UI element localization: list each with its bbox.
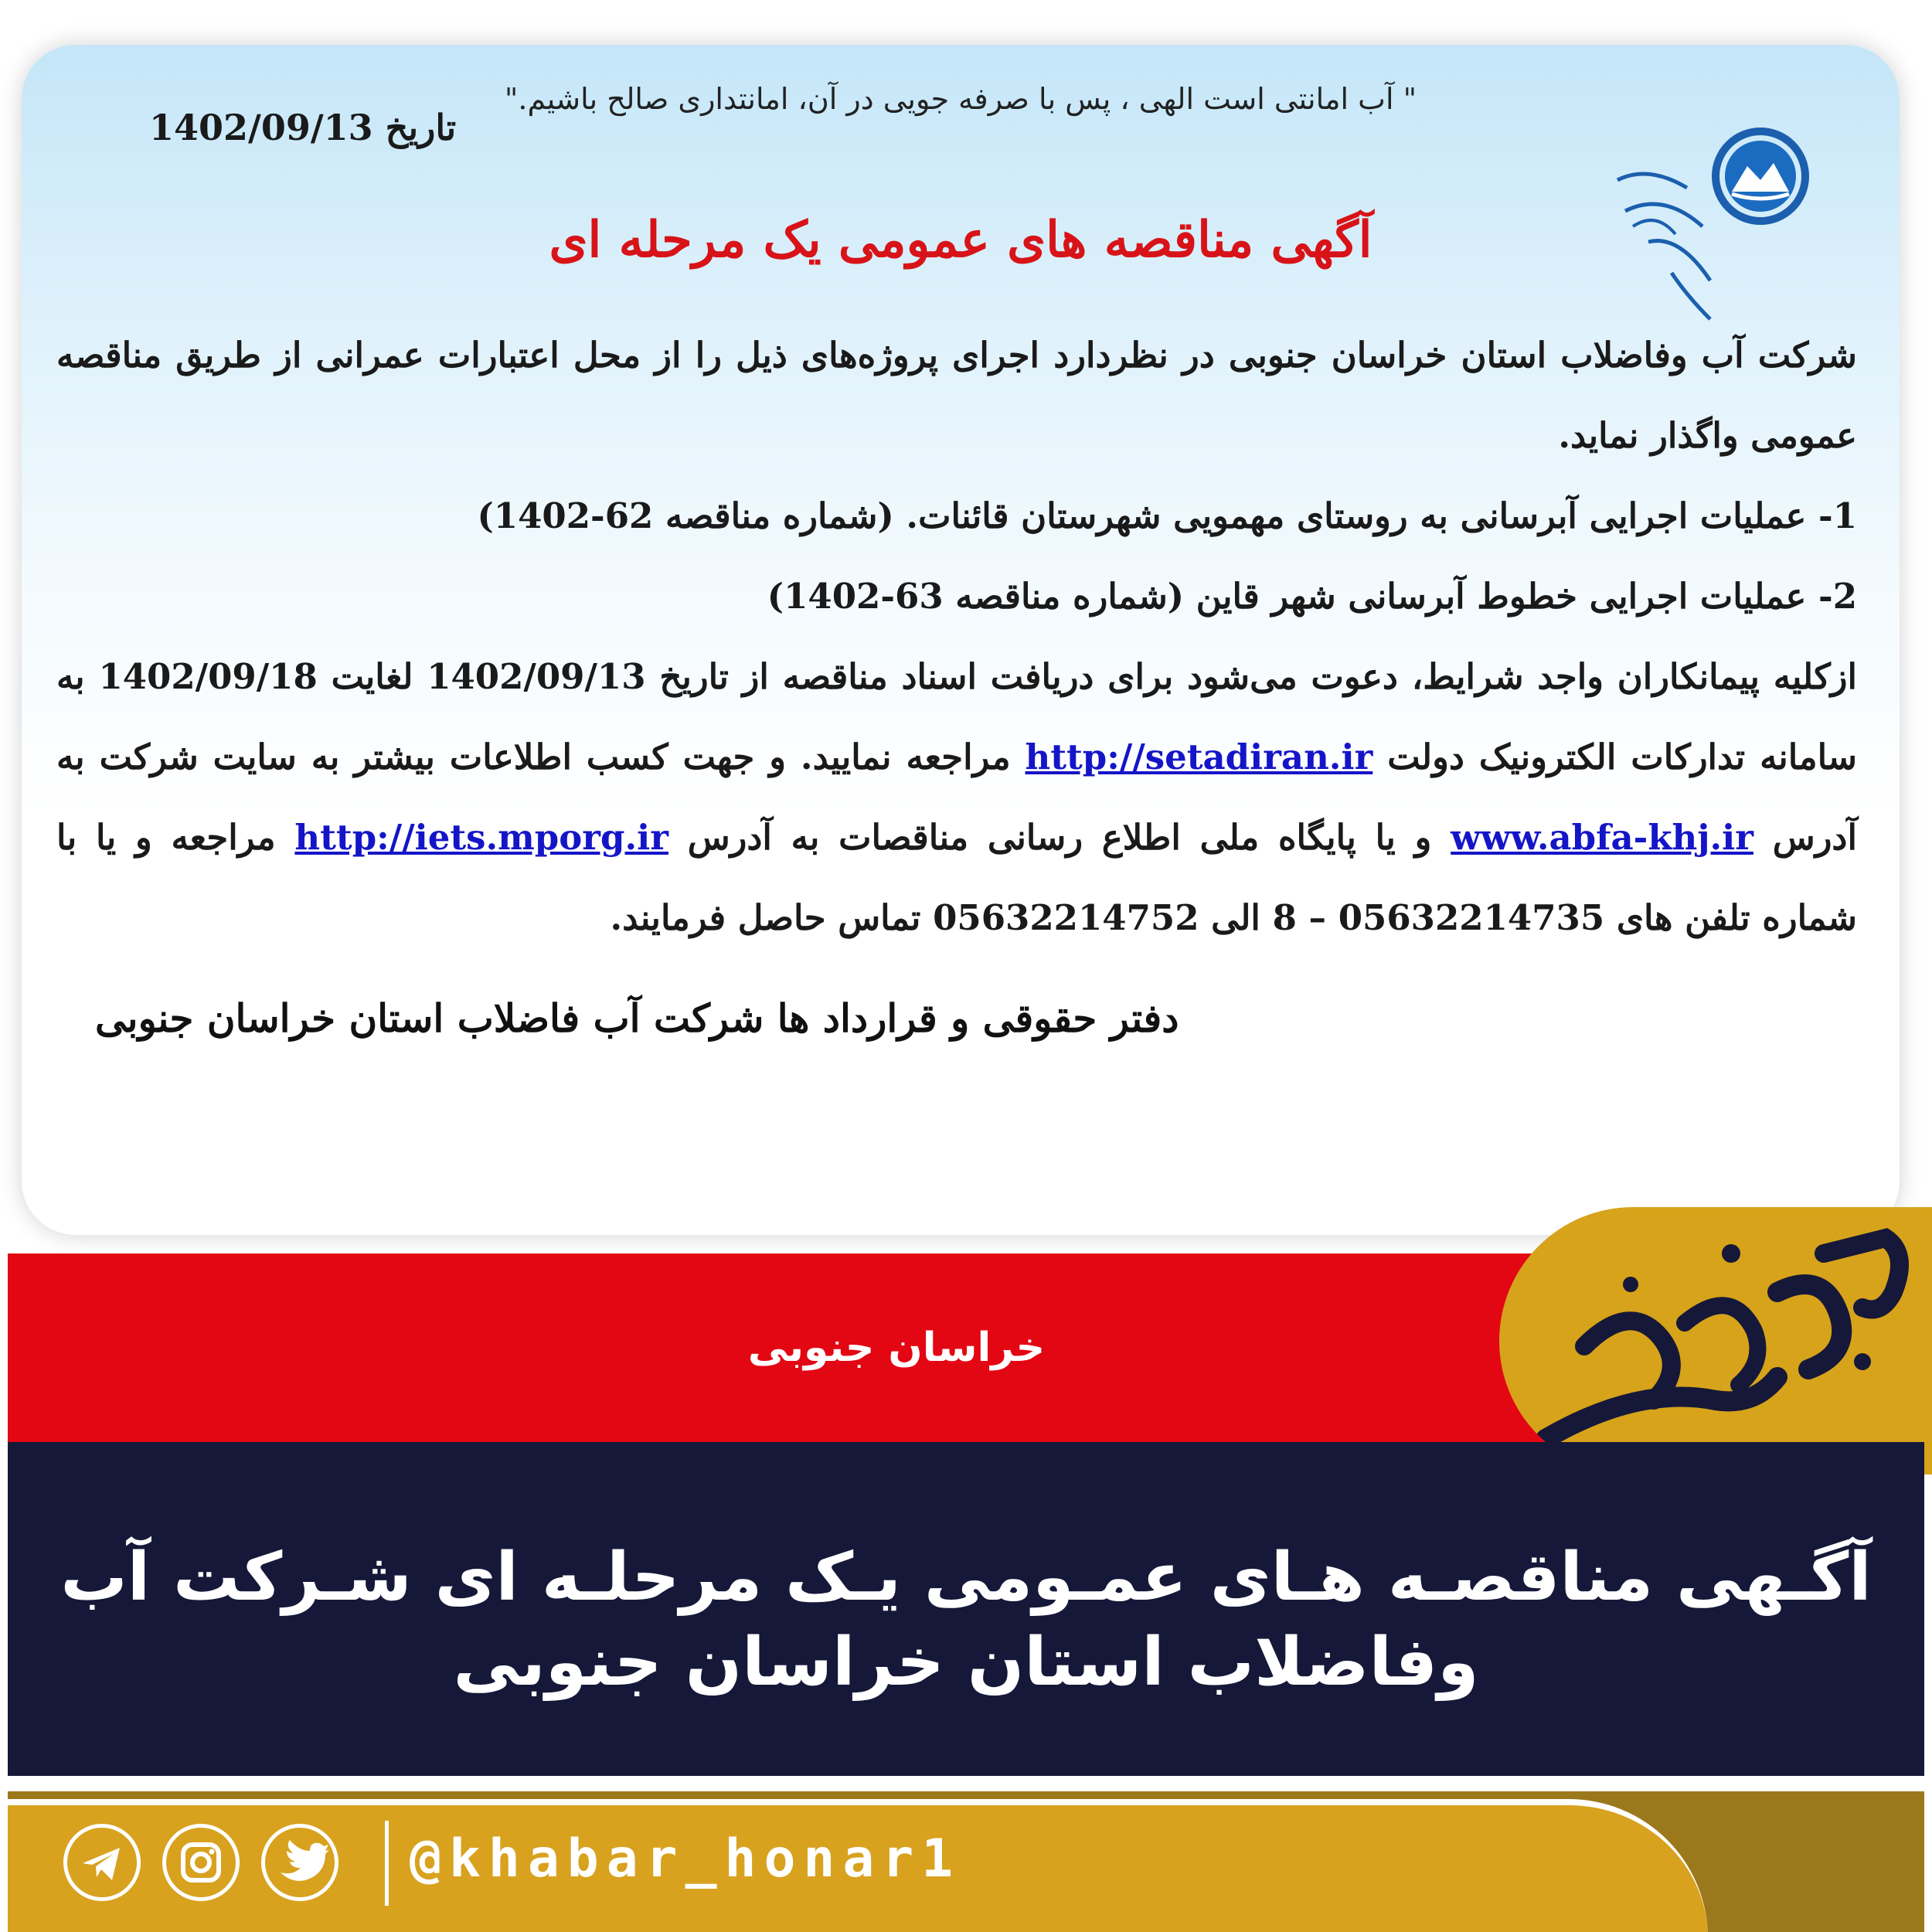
signature: دفتر حقوقی و قرارداد ها شرکت آب فاضلاب استان خراسان جنوبی xyxy=(95,995,1179,1041)
date-label: تاریخ xyxy=(385,107,457,148)
tender-item-2: 2- عملیات اجرایی خطوط آبرسانی شهر قاین (شماره مناقصه 63-1402) xyxy=(767,576,1857,617)
announcement-date xyxy=(149,107,456,148)
date-value: 1402/09/13 xyxy=(149,107,373,148)
headline-panel xyxy=(8,1442,1924,1776)
announcement-body xyxy=(56,315,1857,958)
social-footer xyxy=(8,1776,1924,1932)
invitation-text-c: و یا پایگاه ملی اطلاع رسانی مناقصات به آدرس xyxy=(687,817,1432,858)
headline: آگـهی مناقصـه هـای عمـومی یـک مرحلـه ای شـرکت آب وفاضلاب استان خراسان جنوبی xyxy=(60,1539,1872,1701)
brand-logo xyxy=(1499,1207,1932,1475)
tender-item-1: 1- عملیات اجرایی آبرسانی به روستای مهمویی شهرستان قائنات. (شماره مناقصه 62-1402) xyxy=(477,495,1857,536)
iets-link[interactable]: http://iets.mporg.ir xyxy=(294,817,668,858)
telegram-icon[interactable] xyxy=(63,1824,141,1901)
announcement-title: آگهی مناقصه های عمومی یک مرحله ای xyxy=(549,211,1372,269)
footer-separator xyxy=(385,1821,389,1906)
invitation-text-d: مراجعه و یا با شماره تلفن های 05632214735 – 8 الی 05632214752 تماس حاصل فرمایند. xyxy=(56,817,1857,938)
invitation-text-a: ازکلیه پیمانکاران واجد شرایط، دعوت می‌شود برای دریافت اسناد مناقصه از تاریخ 1402/09/13 لغایت 1402/09/18 به سامانه تدارکات الکترونیک دولت xyxy=(56,656,1858,777)
invitation-paragraph xyxy=(56,637,1857,958)
motto-text: " آب امانتی است الهی ، پس با صرفه جویی در آن، امانتداری صالح باشیم." xyxy=(504,82,1417,116)
intro-paragraph: شرکت آب وفاضلاب استان خراسان جنوبی در نظردارد اجرای پروژه‌های ذیل را از محل اعتبارات عمرانی از طریق مناقصه عمومی واگذار نماید. xyxy=(56,335,1857,456)
brand-badge xyxy=(1499,1207,1932,1475)
region-label: خراسان جنوبی xyxy=(747,1325,1046,1371)
setadiran-link[interactable]: http://setadiran.ir xyxy=(1025,736,1373,777)
invitation-text-b: مراجعه نمایید. و جهت کسب اطلاعات بیشتر به سایت شرکت به آدرس xyxy=(56,736,1857,858)
social-handle[interactable]: @khabar_honar1 xyxy=(410,1828,961,1889)
announcement-card xyxy=(22,45,1900,1235)
twitter-icon[interactable] xyxy=(261,1824,338,1901)
abfa-link[interactable]: www.abfa-khj.ir xyxy=(1451,817,1753,858)
instagram-icon[interactable] xyxy=(162,1824,240,1901)
